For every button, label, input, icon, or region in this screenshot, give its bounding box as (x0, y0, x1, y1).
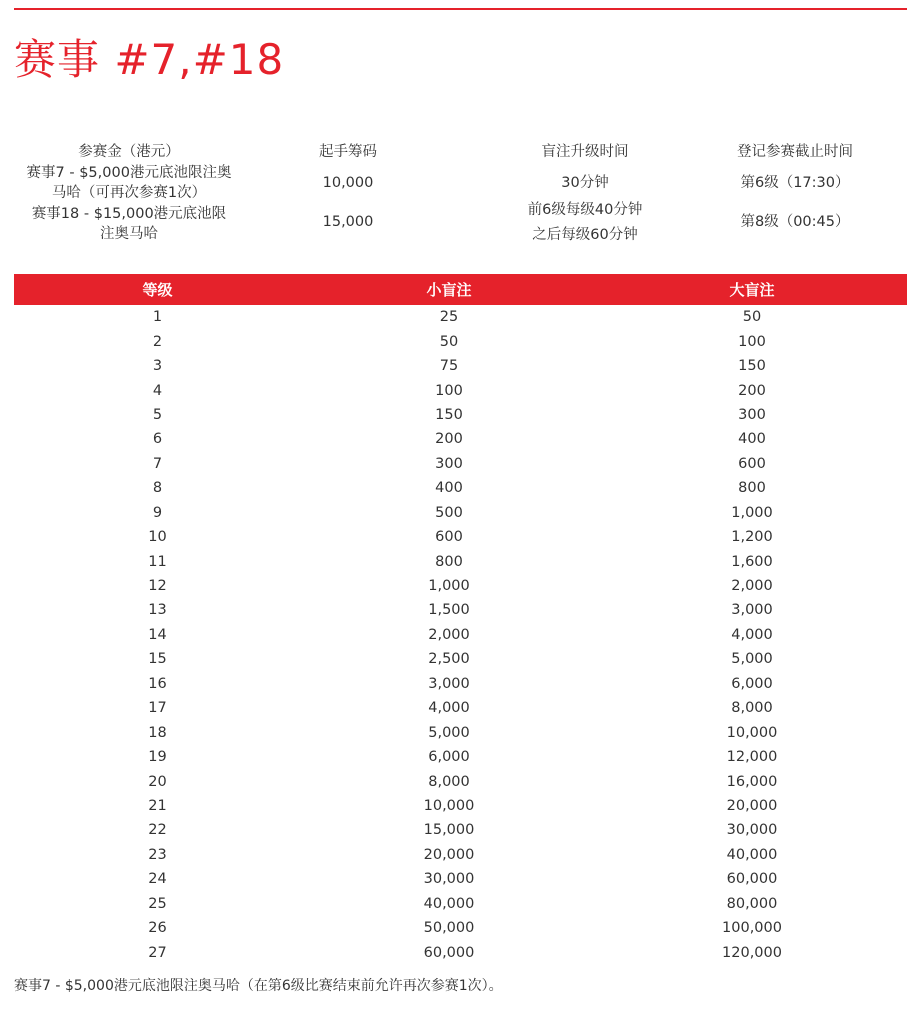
blind-level-time-column (490, 142, 680, 250)
big-blind-cell: 8,000 (731, 700, 773, 717)
small-blind-cell: 100 (435, 382, 463, 399)
footnote: 赛事7 - $5,000港元底池限注奥马哈（在第6级比赛结束前允许再次参赛1次）。 (14, 978, 503, 994)
level-cell: 22 (148, 822, 167, 839)
small-blind-cell: 25 (439, 309, 459, 326)
starting-chips-row-1: 10,000 (322, 175, 374, 191)
event-info-table (14, 142, 907, 250)
table-row (14, 329, 907, 353)
big-blind-cell: 800 (738, 480, 766, 497)
level-cell: 13 (148, 602, 167, 619)
page-title: 赛事 #7,#18 (14, 35, 285, 84)
table-row (14, 378, 907, 402)
table-row (14, 818, 907, 842)
top-divider (14, 8, 907, 10)
big-blind-cell: 1,600 (731, 553, 773, 570)
small-blind-cell: 50,000 (423, 920, 475, 937)
small-blind-cell: 400 (435, 480, 463, 497)
big-blind-cell: 400 (738, 431, 766, 448)
big-blind-cell: 3,000 (731, 602, 773, 619)
big-blind-cell: 50 (742, 309, 762, 326)
level-cell: 26 (148, 920, 167, 937)
level-cell: 14 (148, 626, 167, 643)
big-blind-cell: 60,000 (726, 871, 778, 888)
level-cell: 25 (148, 895, 167, 912)
big-blind-cell: 10,000 (726, 724, 778, 741)
starting-chips-column (278, 142, 418, 250)
big-blind-cell: 100,000 (722, 920, 782, 937)
table-row (14, 867, 907, 891)
big-blind-cell: 12,000 (726, 749, 778, 766)
blind-table-header-row (14, 274, 907, 305)
big-blind-cell: 80,000 (726, 895, 778, 912)
registration-deadline-row-1: 第6级（17:30） (740, 175, 850, 191)
small-blind-cell: 2,000 (428, 626, 470, 643)
table-row (14, 574, 907, 598)
small-blind-cell: 40,000 (423, 895, 475, 912)
table-row (14, 354, 907, 378)
small-blind-cell: 600 (435, 529, 463, 546)
small-blind-cell: 2,500 (428, 651, 470, 668)
small-blind-cell: 4,000 (428, 700, 470, 717)
table-row (14, 672, 907, 696)
small-blind-cell: 10,000 (423, 797, 475, 814)
small-blind-cell: 6,000 (428, 749, 470, 766)
level-cell: 20 (148, 773, 167, 790)
table-row (14, 843, 907, 867)
entry-fee-row-2-line-2: 注奥马哈 (100, 226, 158, 242)
small-blind-cell: 20,000 (423, 846, 475, 863)
table-row (14, 305, 907, 329)
registration-deadline-row-2: 第8级（00:45） (740, 214, 850, 230)
registration-deadline-header: 登记参赛截止时间 (737, 144, 853, 160)
level-cell: 6 (152, 431, 163, 448)
level-cell: 15 (148, 651, 167, 668)
small-blind-header: 小盲注 (301, 274, 597, 305)
level-cell: 2 (152, 333, 163, 350)
big-blind-cell: 300 (738, 406, 766, 423)
starting-chips-row-2: 15,000 (322, 214, 374, 230)
starting-chips-header: 起手筹码 (319, 144, 377, 160)
table-row (14, 598, 907, 622)
big-blind-cell: 6,000 (731, 675, 773, 692)
level-header: 等级 (14, 274, 301, 305)
table-row (14, 525, 907, 549)
table-row (14, 940, 907, 964)
blind-level-time-row-2-line-1: 前6级每级40分钟 (527, 202, 643, 218)
small-blind-cell: 1,500 (428, 602, 470, 619)
table-row (14, 476, 907, 500)
level-cell: 16 (148, 675, 167, 692)
big-blind-header: 大盲注 (597, 274, 907, 305)
level-cell: 5 (152, 406, 163, 423)
entry-fee-row-2-line-1: 赛事18 - $15,000港元底池限 (31, 206, 227, 222)
level-cell: 10 (148, 529, 167, 546)
big-blind-cell: 4,000 (731, 626, 773, 643)
small-blind-cell: 5,000 (428, 724, 470, 741)
table-row (14, 769, 907, 793)
small-blind-cell: 800 (435, 553, 463, 570)
level-cell: 7 (152, 455, 163, 472)
small-blind-cell: 30,000 (423, 871, 475, 888)
big-blind-cell: 30,000 (726, 822, 778, 839)
blind-structure-table (14, 274, 907, 965)
blind-level-time-row-2-line-2: 之后每级60分钟 (532, 227, 638, 243)
small-blind-cell: 50 (439, 333, 459, 350)
table-row (14, 647, 907, 671)
big-blind-cell: 1,200 (731, 529, 773, 546)
big-blind-cell: 40,000 (726, 846, 778, 863)
table-row (14, 745, 907, 769)
small-blind-cell: 60,000 (423, 944, 475, 961)
entry-fee-header: 参赛金（港元） (78, 144, 180, 160)
big-blind-cell: 1,000 (731, 504, 773, 521)
blind-level-time-header: 盲注升级时间 (541, 144, 629, 160)
small-blind-cell: 1,000 (428, 578, 470, 595)
big-blind-cell: 20,000 (726, 797, 778, 814)
table-row (14, 549, 907, 573)
level-cell: 3 (152, 358, 163, 375)
entry-fee-column (14, 142, 244, 250)
level-cell: 18 (148, 724, 167, 741)
big-blind-cell: 150 (738, 358, 766, 375)
table-row (14, 696, 907, 720)
small-blind-cell: 3,000 (428, 675, 470, 692)
table-row (14, 427, 907, 451)
small-blind-cell: 300 (435, 455, 463, 472)
small-blind-cell: 15,000 (423, 822, 475, 839)
level-cell: 17 (148, 700, 167, 717)
level-cell: 19 (148, 749, 167, 766)
big-blind-cell: 120,000 (722, 944, 782, 961)
small-blind-cell: 75 (439, 358, 459, 375)
entry-fee-row-1-line-2: 马哈（可再次参赛1次） (51, 185, 207, 201)
blind-level-time-row-1: 30分钟 (561, 175, 609, 191)
table-row (14, 501, 907, 525)
level-cell: 9 (152, 504, 163, 521)
table-row (14, 452, 907, 476)
big-blind-cell: 16,000 (726, 773, 778, 790)
level-cell: 27 (148, 944, 167, 961)
table-row (14, 794, 907, 818)
table-row (14, 720, 907, 744)
blind-table-body (14, 305, 907, 965)
level-cell: 1 (152, 309, 163, 326)
level-cell: 11 (148, 553, 167, 570)
small-blind-cell: 500 (435, 504, 463, 521)
big-blind-cell: 2,000 (731, 578, 773, 595)
table-row (14, 892, 907, 916)
level-cell: 23 (148, 846, 167, 863)
table-row (14, 623, 907, 647)
level-cell: 8 (152, 480, 163, 497)
table-row (14, 916, 907, 940)
big-blind-cell: 200 (738, 382, 766, 399)
table-row (14, 403, 907, 427)
level-cell: 12 (148, 578, 167, 595)
big-blind-cell: 600 (738, 455, 766, 472)
level-cell: 21 (148, 797, 167, 814)
big-blind-cell: 100 (738, 333, 766, 350)
level-cell: 24 (148, 871, 167, 888)
level-cell: 4 (152, 382, 163, 399)
big-blind-cell: 5,000 (731, 651, 773, 668)
registration-deadline-column (700, 142, 890, 250)
small-blind-cell: 8,000 (428, 773, 470, 790)
small-blind-cell: 200 (435, 431, 463, 448)
small-blind-cell: 150 (435, 406, 463, 423)
entry-fee-row-1-line-1: 赛事7 - $5,000港元底池限注奥 (26, 165, 232, 181)
